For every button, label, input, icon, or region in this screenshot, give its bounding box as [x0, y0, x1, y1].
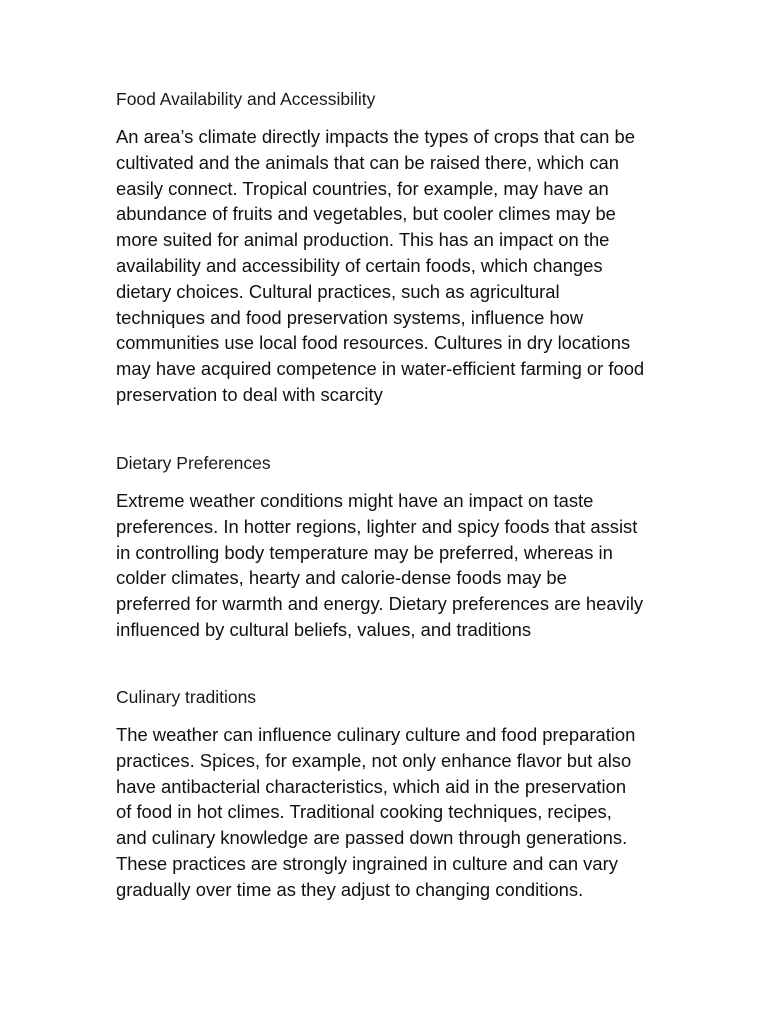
- section-heading: Culinary traditions: [116, 687, 257, 707]
- section-dietary-preferences: [116, 452, 646, 643]
- section-paragraph: Extreme weather conditions might have an impact on taste preferences. In hotter regions, lighter and spicy foods that assist in controlling body temperature may be preferred, whereas in colder climates, hearty and calorie-dense foods may be preferred for warmth and energy. Dietary preferences are heavily influenced by cultural beliefs, values, and traditions: [116, 490, 644, 640]
- section-paragraph: An area’s climate directly impacts the types of crops that can be cultivated and the animals that can be raised there, which can easily connect. Tropical countries, for example, may have an abundance of fruits and vegetables, but cooler climes may be more suited for animal production. This has an impact on the availability and accessibility of certain foods, which changes dietary choices. Cultural practices, such as agricultural techniques and food preservation systems, influence how communities use local food resources. Cultures in dry locations may have acquired competence in water-efficient farming or food preservation to deal with scarcity: [116, 126, 645, 405]
- section-food-availability: [116, 88, 646, 408]
- section-paragraph: The weather can influence culinary culture and food preparation practices. Spices, for example, not only enhance flavor but also have antibacterial characteristics, which aid in the preservation of food in hot climes. Traditional cooking techniques, recipes, and culinary knowledge are passed down through generations. These practices are strongly ingrained in culture and can vary gradually over time as they adjust to changing conditions.: [116, 724, 636, 900]
- section-heading: Dietary Preferences: [116, 453, 271, 473]
- section-culinary-traditions: [116, 686, 646, 903]
- section-heading: Food Availability and Accessibility: [116, 89, 376, 109]
